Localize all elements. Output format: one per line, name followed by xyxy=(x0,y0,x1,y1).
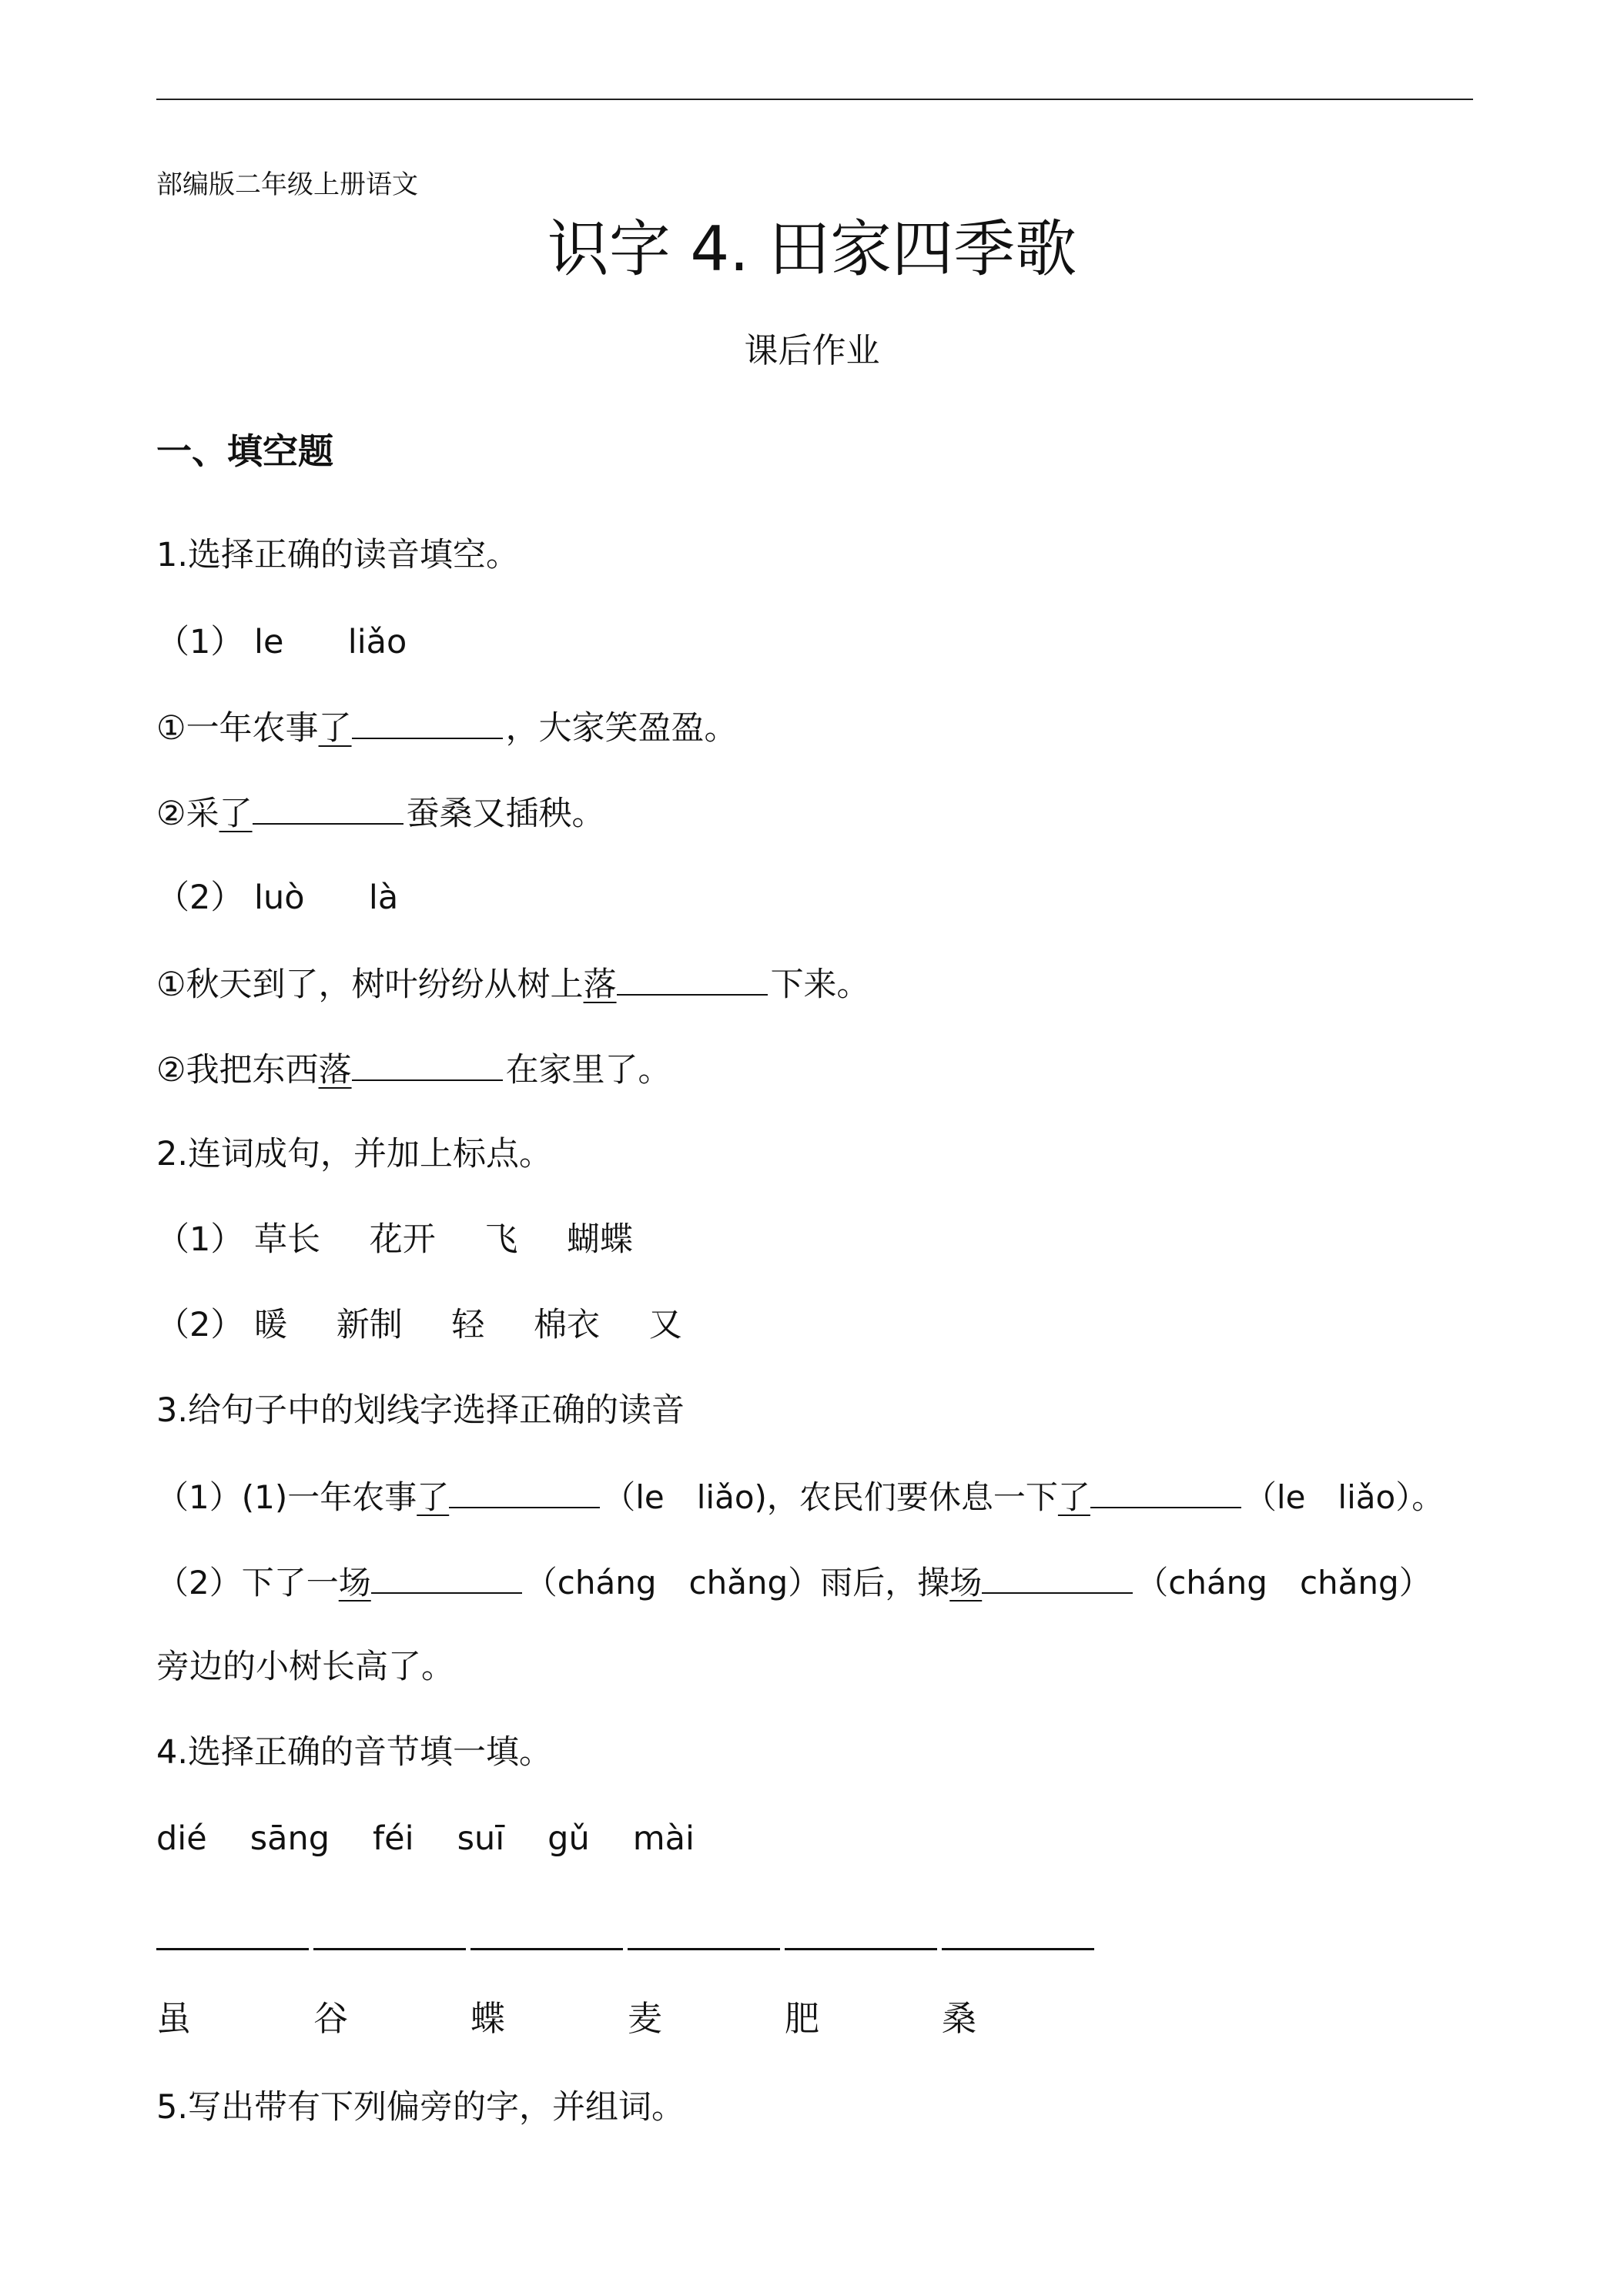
word-chip: 花开 xyxy=(369,1220,436,1259)
q1-part1-opt2: liǎo xyxy=(347,623,407,661)
underlined-char: 场 xyxy=(338,1564,371,1602)
sentence-text: 采 xyxy=(186,795,219,833)
q1-part2-num: （2） xyxy=(156,879,244,917)
q1-part1-num: （1） xyxy=(156,623,244,661)
pinyin-options: （le liǎo)，农民们要休息一下 xyxy=(603,1478,1058,1516)
answer-blank[interactable] xyxy=(617,963,768,996)
syllable-option: féi xyxy=(373,1819,414,1858)
word-chip: 又 xyxy=(648,1306,682,1344)
circle-mark: ① xyxy=(156,709,186,748)
sentence-text: 在家里了。 xyxy=(505,1051,671,1089)
q1-item-a1 xyxy=(156,707,738,748)
q1-part2-options xyxy=(156,878,398,918)
q2-prompt: 2.连词成句，并加上标点。 xyxy=(156,1135,553,1173)
character: 肥 xyxy=(785,1998,820,2039)
q1-item-b1 xyxy=(156,963,870,1005)
syllable-option: suī xyxy=(457,1819,505,1858)
q3-line2 xyxy=(156,1561,1431,1603)
syllable-option: gǔ xyxy=(547,1819,590,1858)
sentence-text: （1）(1)一年农事 xyxy=(156,1478,417,1516)
q1-prompt: 1.选择正确的读音填空。 xyxy=(156,536,520,574)
q1-part2-opt2: là xyxy=(368,879,399,917)
q1-item-b2 xyxy=(156,1049,671,1090)
character: 蝶 xyxy=(470,1998,506,2039)
page-title: 识字 4. 田家四季歌 xyxy=(547,213,1077,285)
underlined-char: 了 xyxy=(318,709,352,748)
character: 谷 xyxy=(313,1998,349,2039)
q2-line1 xyxy=(156,1220,633,1260)
underlined-char: 了 xyxy=(417,1478,450,1516)
q3-line1 xyxy=(156,1476,1444,1518)
sentence-text: 下来。 xyxy=(770,966,870,1004)
character: 桑 xyxy=(942,1998,977,2039)
answer-blank[interactable] xyxy=(1090,1476,1241,1508)
q1-part1-options xyxy=(156,622,407,662)
answer-line[interactable] xyxy=(785,1948,937,1950)
word-chip: 草长 xyxy=(254,1220,321,1259)
pinyin-options: （cháng chǎng） xyxy=(1136,1564,1431,1602)
sentence-text: 蚕桑又插秧。 xyxy=(406,795,605,833)
answer-blank[interactable] xyxy=(449,1476,600,1508)
pinyin-options: （le liǎo）。 xyxy=(1244,1478,1445,1516)
q1-part1-opt1: le xyxy=(254,623,284,661)
underlined-char: 了 xyxy=(219,795,253,833)
sentence-text: （2）下了一 xyxy=(156,1564,339,1602)
circle-mark: ① xyxy=(156,966,186,1004)
answer-blank[interactable] xyxy=(352,1049,503,1081)
circle-mark: ② xyxy=(156,1051,186,1089)
answer-line[interactable] xyxy=(156,1948,309,1950)
syllable-option: sāng xyxy=(249,1819,330,1858)
q2-line2 xyxy=(156,1305,682,1345)
sentence-text: ，大家笑盈盈。 xyxy=(505,709,738,748)
circle-mark: ② xyxy=(156,795,186,833)
underlined-char: 了 xyxy=(1057,1478,1090,1516)
answer-blank[interactable] xyxy=(352,707,503,739)
sentence-text: 秋天到了，树叶纷纷从树上 xyxy=(186,966,584,1004)
q4-syllables xyxy=(156,1819,738,1859)
word-chip: 飞 xyxy=(484,1220,518,1259)
pinyin-options: （cháng chǎng）雨后，操 xyxy=(524,1564,950,1602)
syllable-option: mài xyxy=(632,1819,695,1858)
q4-prompt: 4.选择正确的音节填一填。 xyxy=(156,1733,553,1772)
header-note: 部编版二年级上册语文 xyxy=(156,169,418,200)
q5-prompt: 5.写出带有下列偏旁的字，并组词。 xyxy=(156,2088,685,2127)
answer-blank[interactable] xyxy=(253,792,403,825)
section-title: 一、填空题 xyxy=(156,430,333,472)
q3-prompt: 3.给句子中的划线字选择正确的读音 xyxy=(156,1391,685,1430)
answer-line[interactable] xyxy=(313,1948,466,1950)
answer-blank[interactable] xyxy=(371,1561,522,1594)
q1-part2-opt1: luò xyxy=(254,879,305,917)
answer-blank[interactable] xyxy=(982,1561,1133,1594)
q2-line1-num: （1） xyxy=(156,1220,244,1259)
underlined-char: 落 xyxy=(583,966,617,1004)
word-chip: 棉衣 xyxy=(534,1306,601,1344)
answer-line[interactable] xyxy=(470,1948,623,1950)
header-rule xyxy=(156,99,1473,100)
word-chip: 新制 xyxy=(336,1306,403,1344)
word-chip: 蝴蝶 xyxy=(567,1220,634,1259)
q3-line3: 旁边的小树长高了。 xyxy=(156,1648,454,1686)
character: 麦 xyxy=(628,1998,663,2039)
syllable-option: dié xyxy=(156,1819,207,1858)
underlined-char: 场 xyxy=(949,1564,983,1602)
underlined-char: 落 xyxy=(318,1051,352,1089)
word-chip: 暖 xyxy=(254,1306,288,1344)
answer-line[interactable] xyxy=(628,1948,780,1950)
sentence-text: 我把东西 xyxy=(186,1051,319,1089)
sentence-text: 一年农事 xyxy=(186,709,319,748)
q2-line2-num: （2） xyxy=(156,1306,244,1344)
q1-item-a2 xyxy=(156,792,605,834)
character: 虽 xyxy=(156,1998,192,2039)
page-subtitle: 课后作业 xyxy=(744,331,880,370)
answer-line[interactable] xyxy=(942,1948,1094,1950)
word-chip: 轻 xyxy=(451,1306,485,1344)
